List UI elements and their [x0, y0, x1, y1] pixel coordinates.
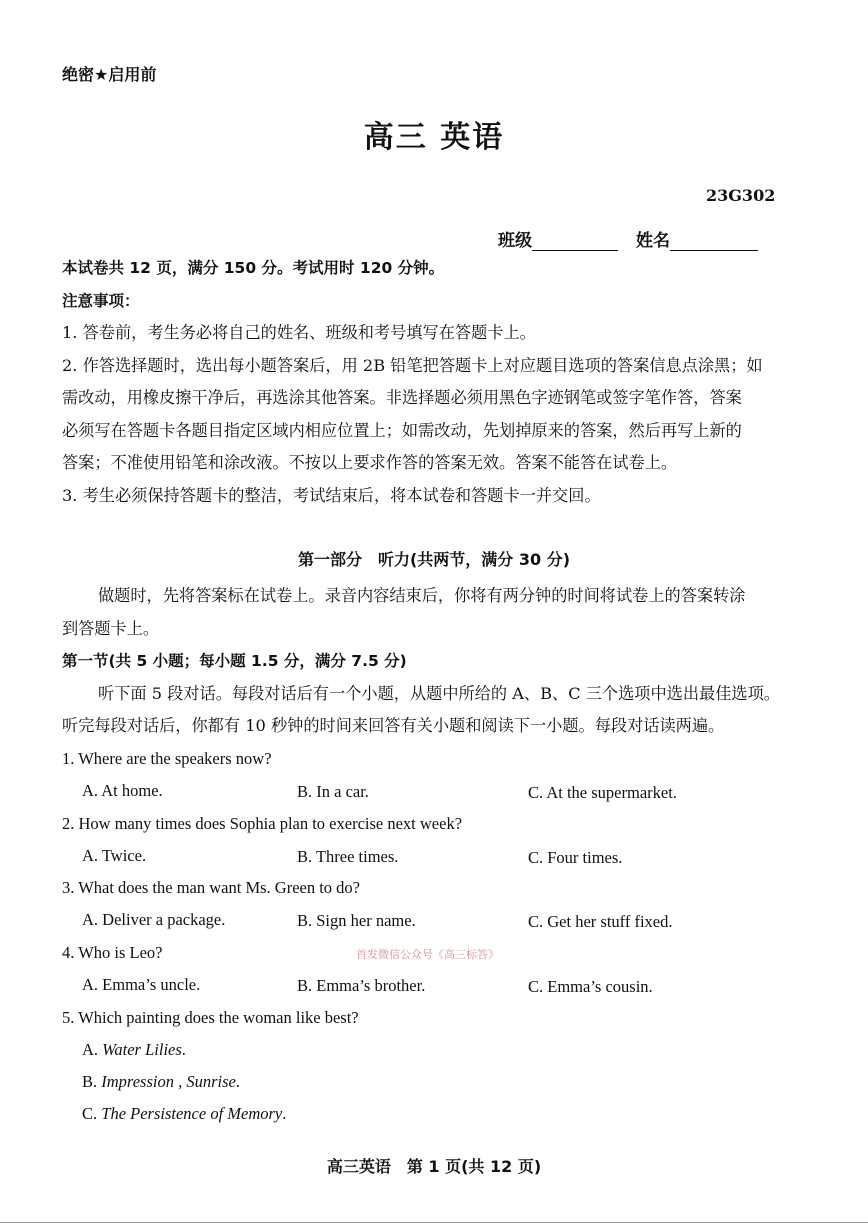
page-footer: 高三英语 第 1 页(共 12 页)	[326, 1157, 542, 1176]
note-item-1: 1. 答卷前，考生务必将自己的姓名、班级和考号填写在答题卡上。	[62, 323, 536, 342]
question-1: 1. Where are the speakers now?	[62, 749, 272, 768]
class-name-row	[498, 226, 758, 251]
question-3: 3. What does the man want Ms. Green to do?	[62, 878, 360, 897]
notes-heading: 注意事项：	[62, 291, 140, 310]
q2-option-a[interactable]: A. Twice.	[82, 846, 147, 865]
q5-c-title: The Persistence of Memory	[101, 1104, 283, 1123]
note-item-3: 3. 考生必须保持答题卡的整洁，考试结束后，将本试卷和答题卡一并交回。	[62, 485, 601, 505]
q3-option-a[interactable]: A. Deliver a package.	[82, 910, 226, 929]
q2-option-c[interactable]: C. Four times.	[528, 848, 623, 867]
q5-a-title: Water Lilies	[102, 1040, 182, 1059]
note-item-2-line-1: 2. 作答选择题时，选出每小题答案后，用 2B 铅笔把答题卡上对应题目选项的答案信息点涂黑；如	[62, 355, 763, 375]
part-1-instr-line-2: 到答题卡上。	[62, 618, 160, 638]
section-1-instr-line-1: 听下面 5 段对话。每段对话后有一个小题，从题中所给的 A、B、C 三个选项中选出最佳选项。	[98, 683, 780, 703]
q2-option-b[interactable]: B. Three times.	[297, 847, 399, 866]
q4-option-c[interactable]: C. Emma’s cousin.	[528, 977, 653, 996]
part-1-heading: 第一部分 听力(共两节，满分 30 分)	[297, 550, 571, 569]
confidential-mark: 绝密★启用前	[62, 65, 157, 84]
class-label: 班级	[498, 231, 532, 251]
q5-b-title: Impression , Sunrise	[101, 1072, 236, 1091]
part-1-instr-line-1: 做题时，先将答案标在试卷上。录音内容结束后，你将有两分钟的时间将试卷上的答案转涂	[98, 586, 746, 605]
class-blank[interactable]	[532, 234, 618, 251]
q5-b-prefix: B.	[82, 1072, 102, 1091]
note-item-2-line-4: 答案；不准使用铅笔和涂改液。不按以上要求作答的答案无效。答案不能答在试卷上。	[62, 453, 678, 472]
section-1-heading: 第一节(共 5 小题；每小题 1.5 分，满分 7.5 分)	[62, 652, 407, 670]
exam-title: 高三 英语	[363, 120, 505, 155]
q3-option-b[interactable]: B. Sign her name.	[297, 911, 416, 930]
q5-a-end: .	[181, 1040, 186, 1059]
intro-line: 本试卷共 12 页，满分 150 分。考试用时 120 分钟。	[62, 259, 445, 277]
name-label: 姓名	[636, 231, 670, 251]
footer-divider	[0, 1222, 868, 1223]
q3-option-c[interactable]: C. Get her stuff fixed.	[528, 912, 673, 931]
section-1-instr-line-2: 听完每段对话后，你都有 10 秒钟的时间来回答有关小题和阅读下一小题。每段对话读两遍。	[62, 716, 725, 735]
q5-b-end: .	[235, 1072, 240, 1091]
name-blank[interactable]	[670, 234, 758, 251]
note-item-2-line-2: 需改动，用橡皮擦干净后，再选涂其他答案。非选择题必须用黑色字迹钢笔或签字笔作答，答案	[62, 388, 742, 407]
part-1-instructions	[62, 580, 802, 743]
q5-c-prefix: C.	[82, 1104, 102, 1123]
q5-c-end: .	[282, 1104, 287, 1123]
question-2: 2. How many times does Sophia plan to exercise next week?	[62, 814, 463, 833]
question-4: 4. Who is Leo?	[62, 943, 163, 962]
q4-option-b[interactable]: B. Emma’s brother.	[297, 976, 426, 995]
question-5: 5. Which painting does the woman like best?	[62, 1008, 359, 1027]
q1-option-c[interactable]: C. At the supermarket.	[528, 783, 677, 802]
q5-option-b[interactable]	[82, 1072, 240, 1092]
notes-list	[62, 317, 802, 512]
q1-option-a[interactable]: A. At home.	[82, 781, 163, 800]
exam-intro	[62, 252, 802, 317]
q5-option-c[interactable]	[82, 1104, 286, 1124]
q1-option-b[interactable]: B. In a car.	[297, 782, 369, 801]
q5-option-a[interactable]	[82, 1040, 186, 1060]
note-item-2-line-3: 必须写在答题卡各题目指定区域内相应位置上；如需改动，先划掉原来的答案，然后再写上新的	[62, 420, 742, 440]
q4-option-a[interactable]: A. Emma’s uncle.	[82, 975, 201, 994]
q5-a-prefix: A.	[82, 1040, 103, 1059]
watermark: 首发微信公众号《高三标答》	[356, 948, 499, 961]
exam-code: 23G302	[706, 186, 776, 205]
